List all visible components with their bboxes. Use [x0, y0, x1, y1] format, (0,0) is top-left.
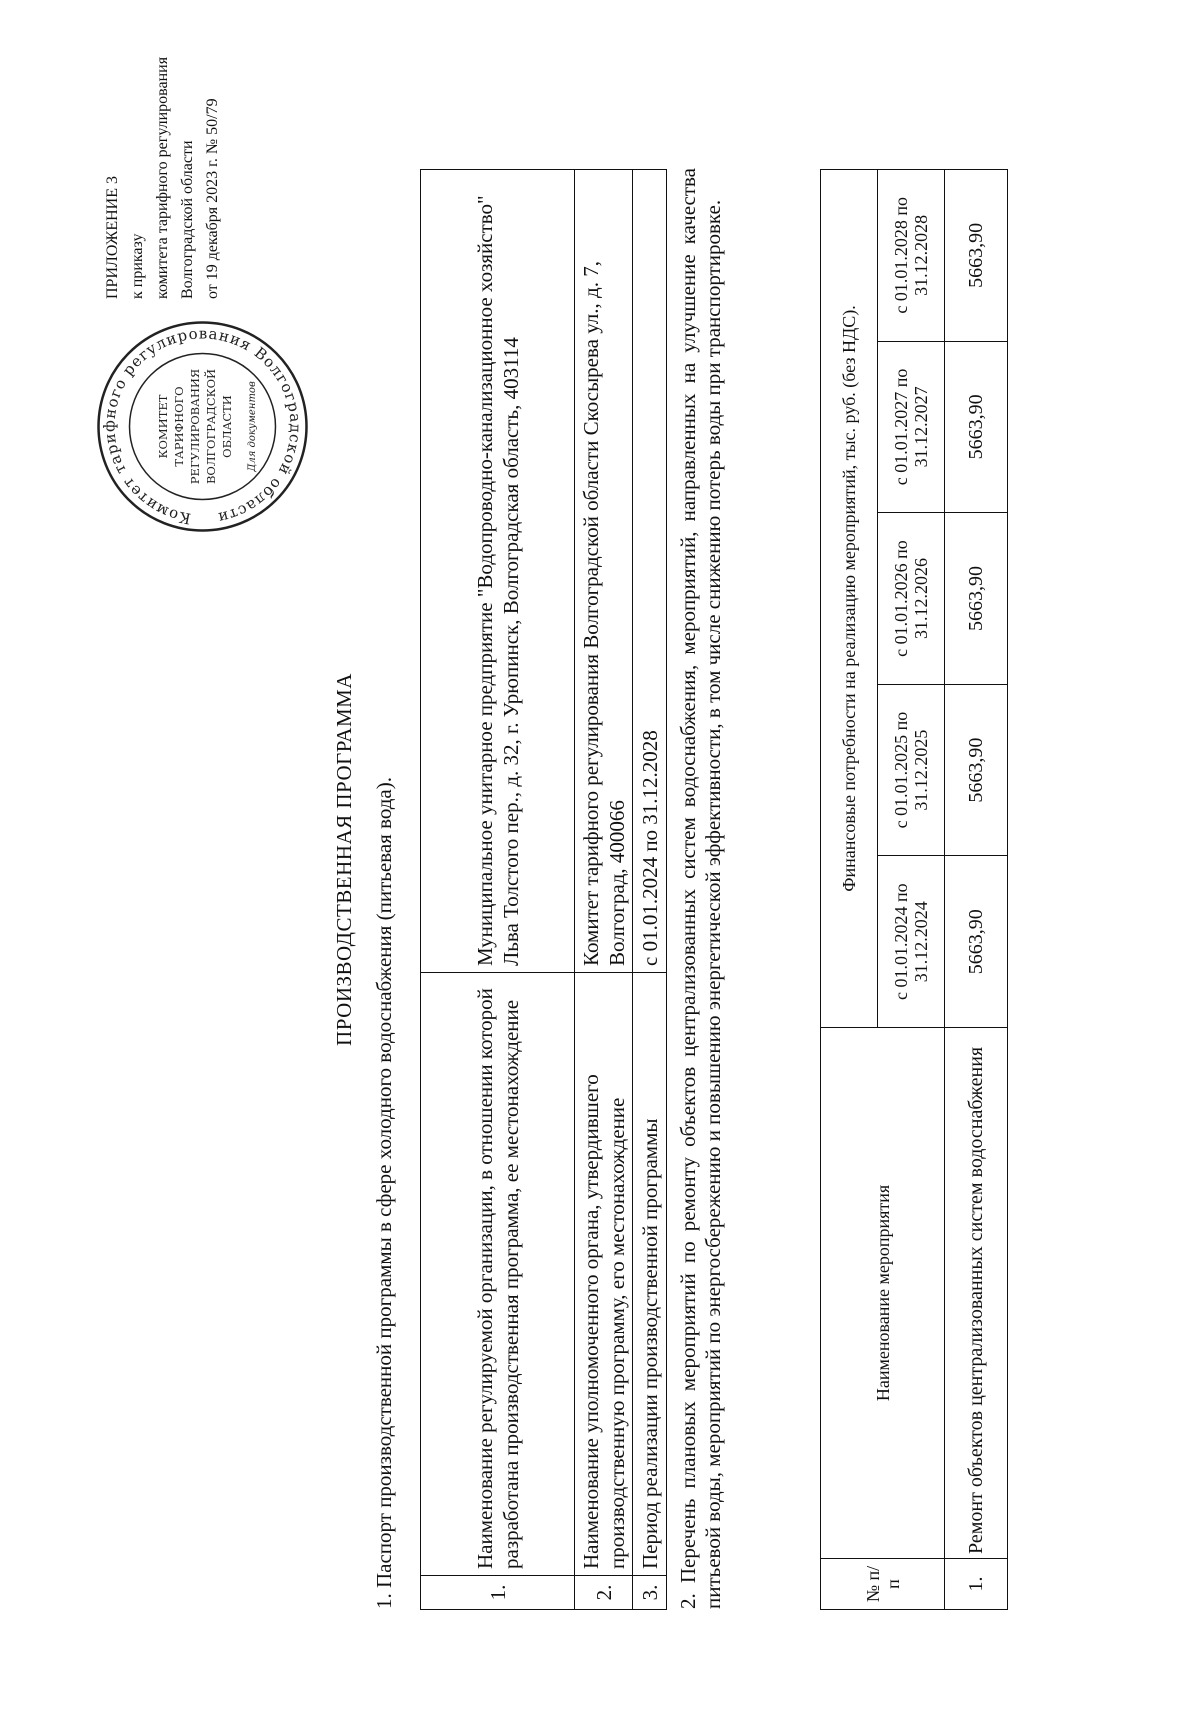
official-seal: [95, 319, 310, 534]
seal-line: ТАРИФНОГО: [172, 386, 186, 467]
row-value: с 01.01.2024 по 31.12.2028: [633, 170, 667, 973]
section-2-text: 2. Перечень плановых мероприятий по ремонту объектов централизованных систем водоснабжения, мероприятий, направленных на улучшение качества питьевой воды, мероприятий по энергосбережению и повышению энергетической эффективности, в том числе снижению потерь воды при транспортировке.: [676, 168, 725, 1609]
svg-text:Комитет тарифного регулировани: [100, 324, 304, 527]
table-header-row: [821, 170, 878, 1610]
column-header-financial-needs: Финансовые потребности на реализацию мероприятий, тыс. руб. (без НДС).: [821, 170, 878, 1028]
section-1-heading: 1. Паспорт производственной программы в сфере холодного водоснабжения (питьевая вода).: [372, 777, 396, 1609]
seal-line: ВОЛГОГРАДСКОЙ: [204, 368, 218, 485]
seal-line: РЕГУЛИРОВАНИЯ: [188, 368, 202, 485]
cost-value: 5663,90: [945, 684, 1008, 856]
row-label: Период реализации производственной программы: [633, 973, 667, 1576]
seal-line: КОМИТЕТ: [156, 394, 170, 459]
row-label: Наименование уполномоченного органа, утвердившего производственную программу, его местонахождение: [575, 973, 633, 1576]
table-row: [633, 170, 667, 1610]
column-header-period: с 01.01.2024 по 31.12.2024: [878, 856, 945, 1028]
measures-table: [820, 169, 1008, 1610]
seal-ring-text: Комитет тарифного регулирования Волгоградской области: [100, 324, 305, 528]
row-label: Наименование регулируемой организации, в отношении которой разработана производственная программа, ее местонахождение: [421, 973, 575, 1576]
table-row: [945, 170, 1008, 1610]
seal-line: ОБЛАСТИ: [220, 395, 234, 458]
seal-bottom-text: Для документов: [247, 381, 258, 472]
appendix-header: [100, 0, 225, 299]
table-row: [575, 170, 633, 1610]
row-number: 1.: [945, 1559, 1008, 1610]
row-number: 2.: [575, 1576, 633, 1610]
column-header-name: Наименование мероприятия: [821, 1028, 945, 1559]
measure-name: Ремонт объектов централизованных систем водоснабжения: [945, 1028, 1008, 1559]
cost-value: 5663,90: [945, 170, 1008, 342]
cost-value: 5663,90: [945, 513, 1008, 685]
page-title: ПРОИЗВОДСТВЕННАЯ ПРОГРАММА: [332, 673, 356, 1046]
order-reference-line: к приказу: [129, 233, 146, 299]
row-number: 1.: [421, 1576, 575, 1610]
row-value: Муниципальное унитарное предприятие "Водопроводно-канализационное хозяйство" Льва Толстого пер., д. 32, г. Урюпинск, Волгоградская область, 403114: [421, 170, 575, 973]
column-header-period: с 01.01.2028 по 31.12.2028: [878, 170, 945, 342]
column-header-period: с 01.01.2027 по 31.12.2027: [878, 341, 945, 513]
column-header-period: с 01.01.2026 по 31.12.2026: [878, 513, 945, 685]
row-value: Комитет тарифного регулирования Волгоградской области Скосырева ул., д. 7, Волгоград, 400066: [575, 170, 633, 973]
column-header-number: № п/п: [821, 1559, 945, 1610]
cost-value: 5663,90: [945, 856, 1008, 1028]
cost-value: 5663,90: [945, 341, 1008, 513]
table-row: [421, 170, 575, 1610]
passport-table: [420, 169, 667, 1610]
column-header-period: с 01.01.2025 по 31.12.2025: [878, 684, 945, 856]
order-reference-line: комитета тарифного регулирования: [154, 56, 171, 299]
appendix-number: ПРИЛОЖЕНИЕ 3: [104, 175, 121, 299]
order-date-number: от 19 декабря 2023 г. № 50/79: [204, 98, 221, 299]
row-number: 3.: [633, 1576, 667, 1610]
order-reference-line: Волгоградской области: [179, 140, 196, 299]
